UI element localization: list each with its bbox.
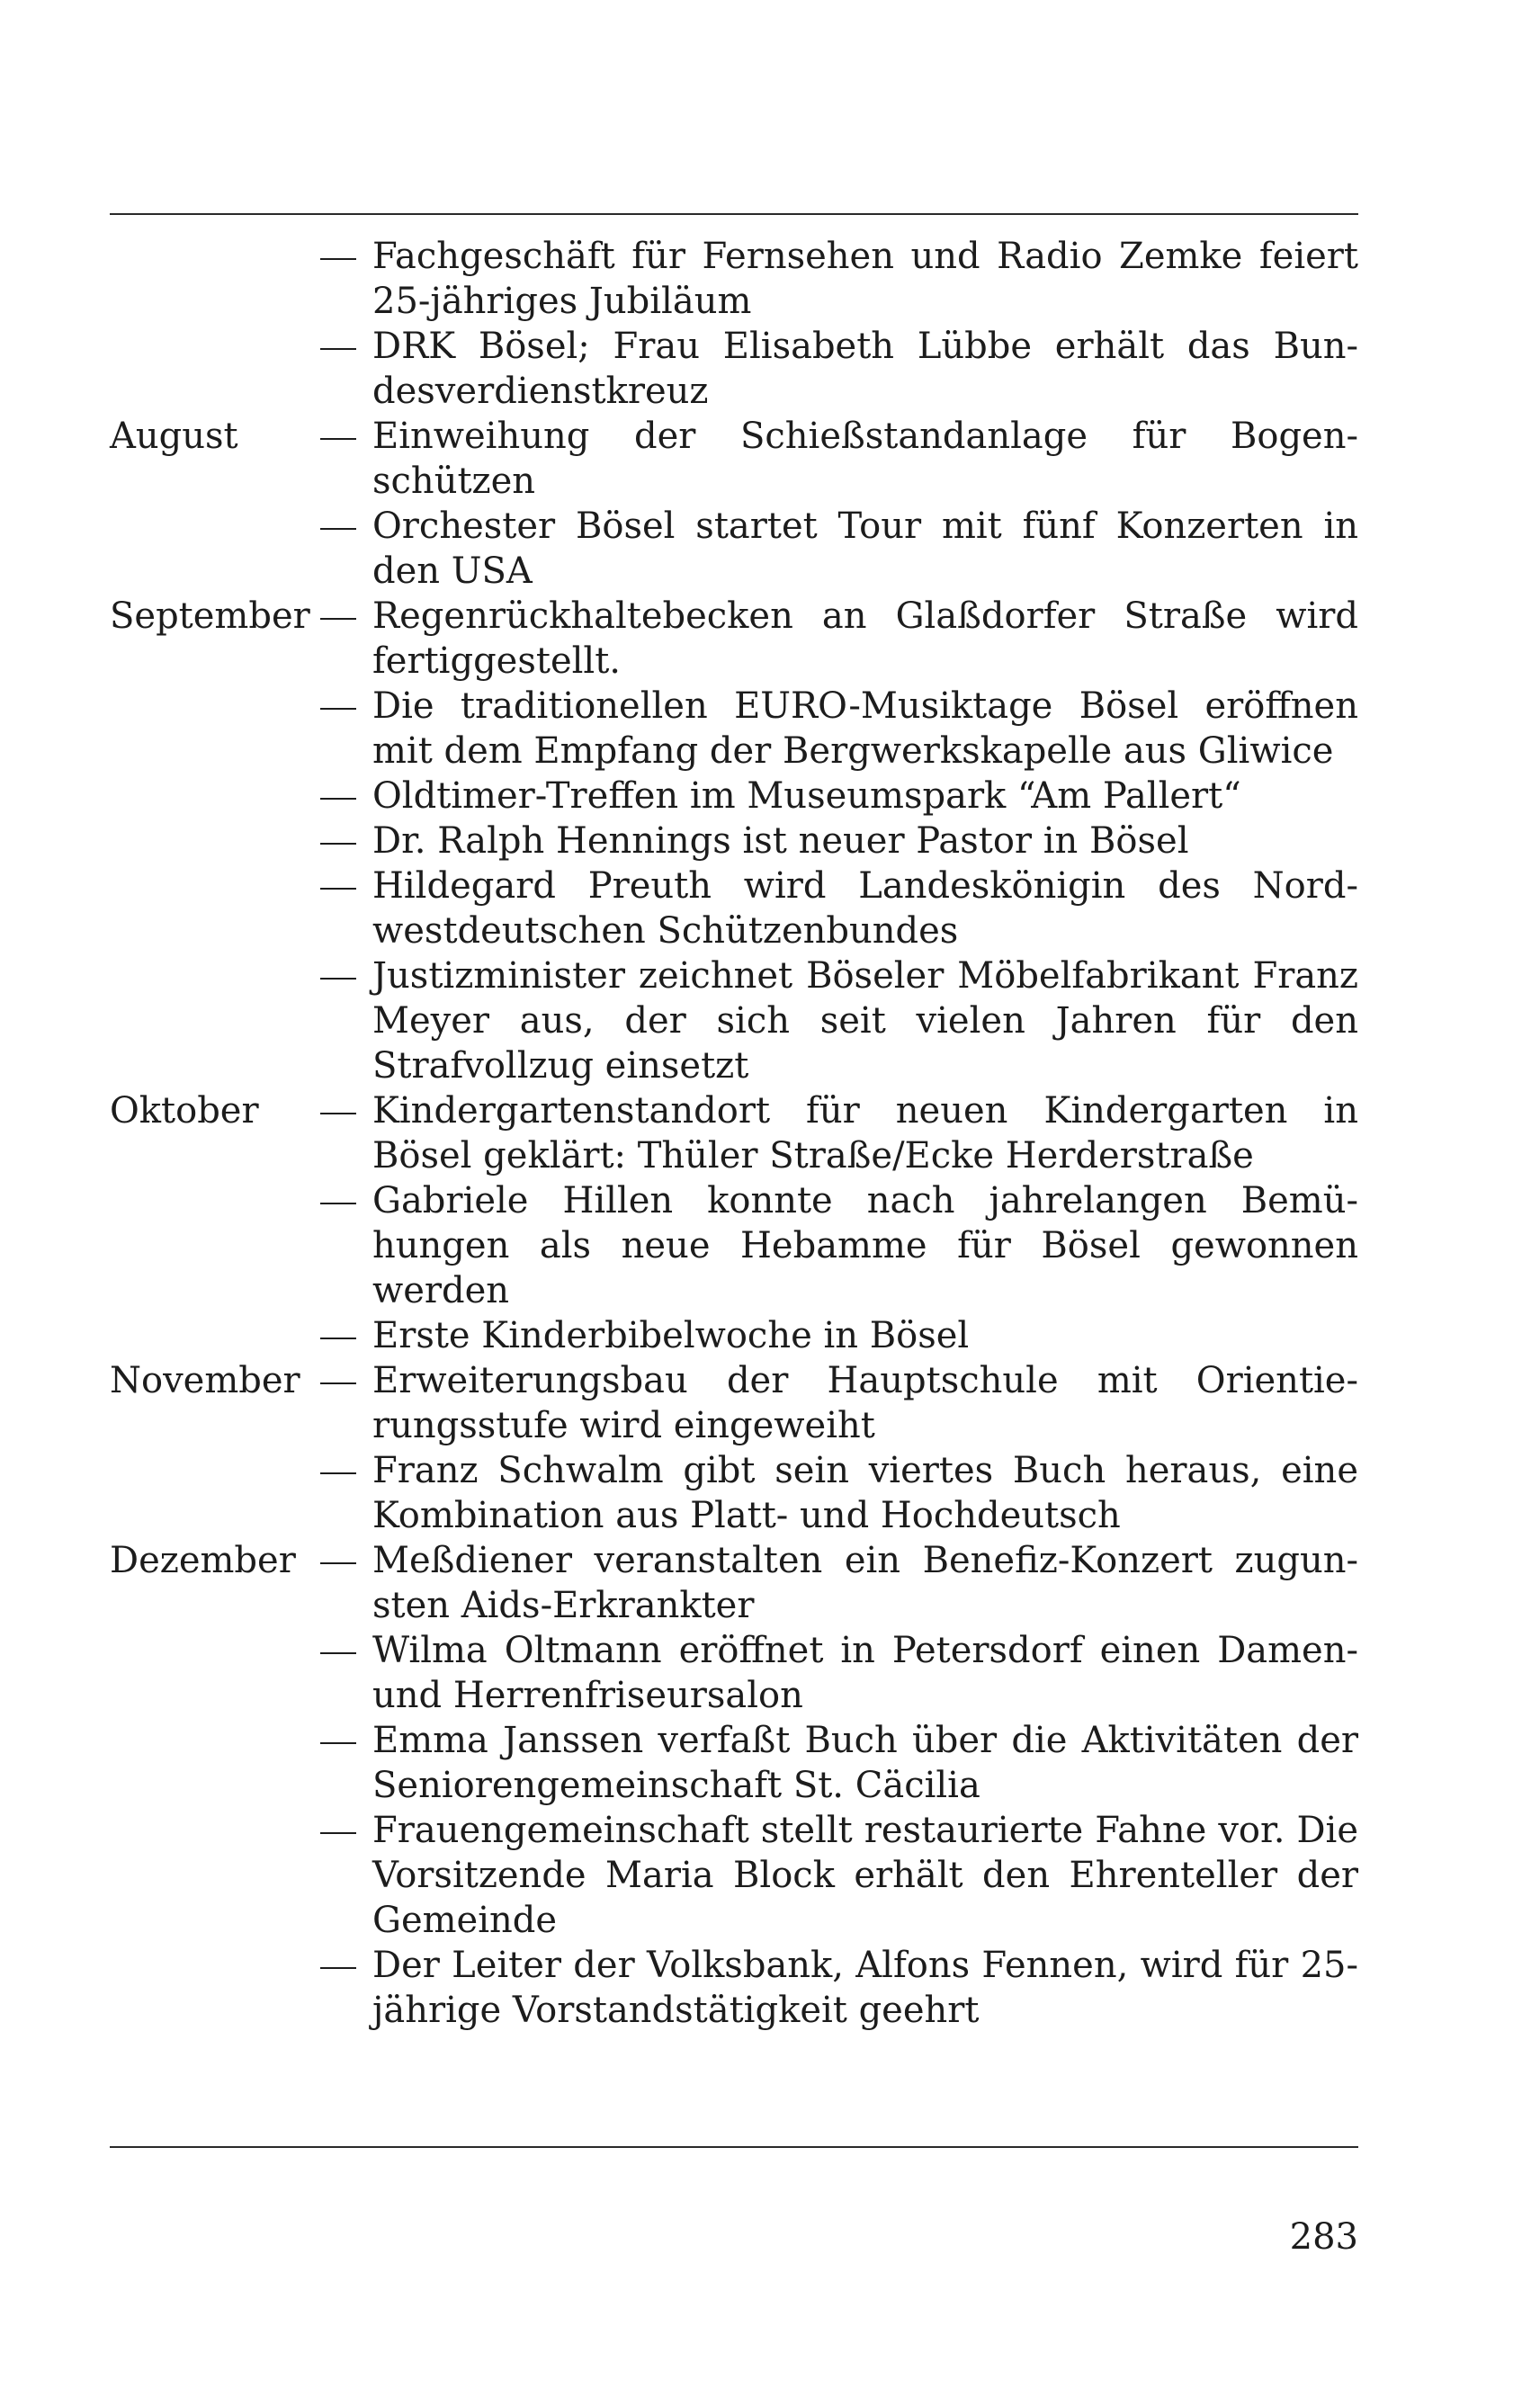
entry-text: Kindergartenstandort für neuen Kindergarten in Bösel geklärt: Thüler Straße/Ecke Herderstraße [372,1090,1358,1177]
chronicle-entry [0,1178,1540,1313]
entry-text: Emma Janssen verfaßt Buch über die Aktivitäten der Seniorengemeinschaft St. Cäcilia [372,1720,1358,1806]
entry-text: Meßdiener veranstalten ein Benefiz-Konzert zugunsten Aids-Erkrankter [372,1540,1358,1626]
entry-text: Wilma Oltmann eröffnet in Petersdorf einen Damen- und Herrenfriseursalon [372,1630,1358,1716]
chronicle-entry [0,414,1540,504]
month-label: August [110,416,238,457]
bottom-rule [110,2146,1358,2148]
chronicle-entry [0,1943,1540,2033]
entry-text: Der Leiter der Volksbank, Alfons Fennen, wird für 25-jährige Vorstandstätigkeit geehrt [372,1945,1358,2031]
month-label: Oktober [110,1090,259,1132]
chronicle-entry [0,1718,1540,1808]
chronicle-entry [0,594,1540,684]
chronicle-entry [0,1088,1540,1178]
chronicle-entry [0,504,1540,594]
chronicle-entry [0,1358,1540,1448]
chronicle-entry [0,1808,1540,1943]
chronicle-entry [0,1448,1540,1538]
top-rule [110,213,1358,215]
entry-text: DRK Bösel; Frau Elisabeth Lübbe erhält das Bundesverdienstkreuz [372,326,1358,412]
chronicle-entry [0,1313,1540,1358]
chronicle-entry [0,1538,1540,1628]
entry-text: Erste Kinderbibelwoche in Bösel [372,1315,970,1356]
entry-text: Hildegard Preuth wird Landeskönigin des Nordwestdeutschen Schützenbundes [372,865,1358,952]
entry-text: Gabriele Hillen konnte nach jahrelangen Bemühungen als neue Hebamme für Bösel gewonnen werden [372,1180,1358,1311]
chronicle-entry [0,774,1540,819]
entry-text: Dr. Ralph Hennings ist neuer Pastor in Bösel [372,820,1189,862]
entry-text: Franz Schwalm gibt sein viertes Buch heraus, eine Kombination aus Platt- und Hochdeutsch [372,1450,1358,1536]
entry-text: Fachgeschäft für Fernsehen und Radio Zemke feiert 25-jähriges Jubiläum [372,236,1358,322]
chronicle-entry [0,684,1540,774]
month-label: Dezember [110,1540,296,1581]
page-number: 283 [1289,2216,1358,2258]
entry-text: Oldtimer-Treffen im Museumspark “Am Pallert“ [372,775,1241,817]
entry-text: Justizminister zeichnet Böseler Möbelfabrikant Franz Meyer aus, der sich seit vielen Jahren für den Strafvollzug einsetzt [372,955,1358,1087]
chronicle-entry [0,1628,1540,1718]
entry-text: Orchester Bösel startet Tour mit fünf Konzerten in den USA [372,506,1358,592]
entry-text: Frauengemeinschaft stellt restaurierte Fahne vor. Die Vorsitzende Maria Block erhält den Ehrenteller der Gemeinde [372,1810,1358,1941]
chronicle-entry [0,819,1540,863]
chronicle-entry [0,953,1540,1088]
month-label: September [110,595,310,637]
chronicle-entry [0,234,1540,324]
entry-text: Erweiterungsbau der Hauptschule mit Orientierungsstufe wird eingeweiht [372,1360,1358,1446]
chronicle-entry [0,324,1540,414]
entry-text: Einweihung der Schießstandanlage für Bogenschützen [372,416,1358,502]
entry-text: Die traditionellen EURO-Musiktage Bösel eröffnen mit dem Empfang der Bergwerkskapelle aus Gliwice [372,685,1358,772]
entry-text: Regenrückhaltebecken an Glaßdorfer Straße wird fertiggestellt. [372,595,1358,682]
chronicle-entry [0,863,1540,953]
chronicle-list [0,234,1540,2033]
month-label: November [110,1360,300,1401]
